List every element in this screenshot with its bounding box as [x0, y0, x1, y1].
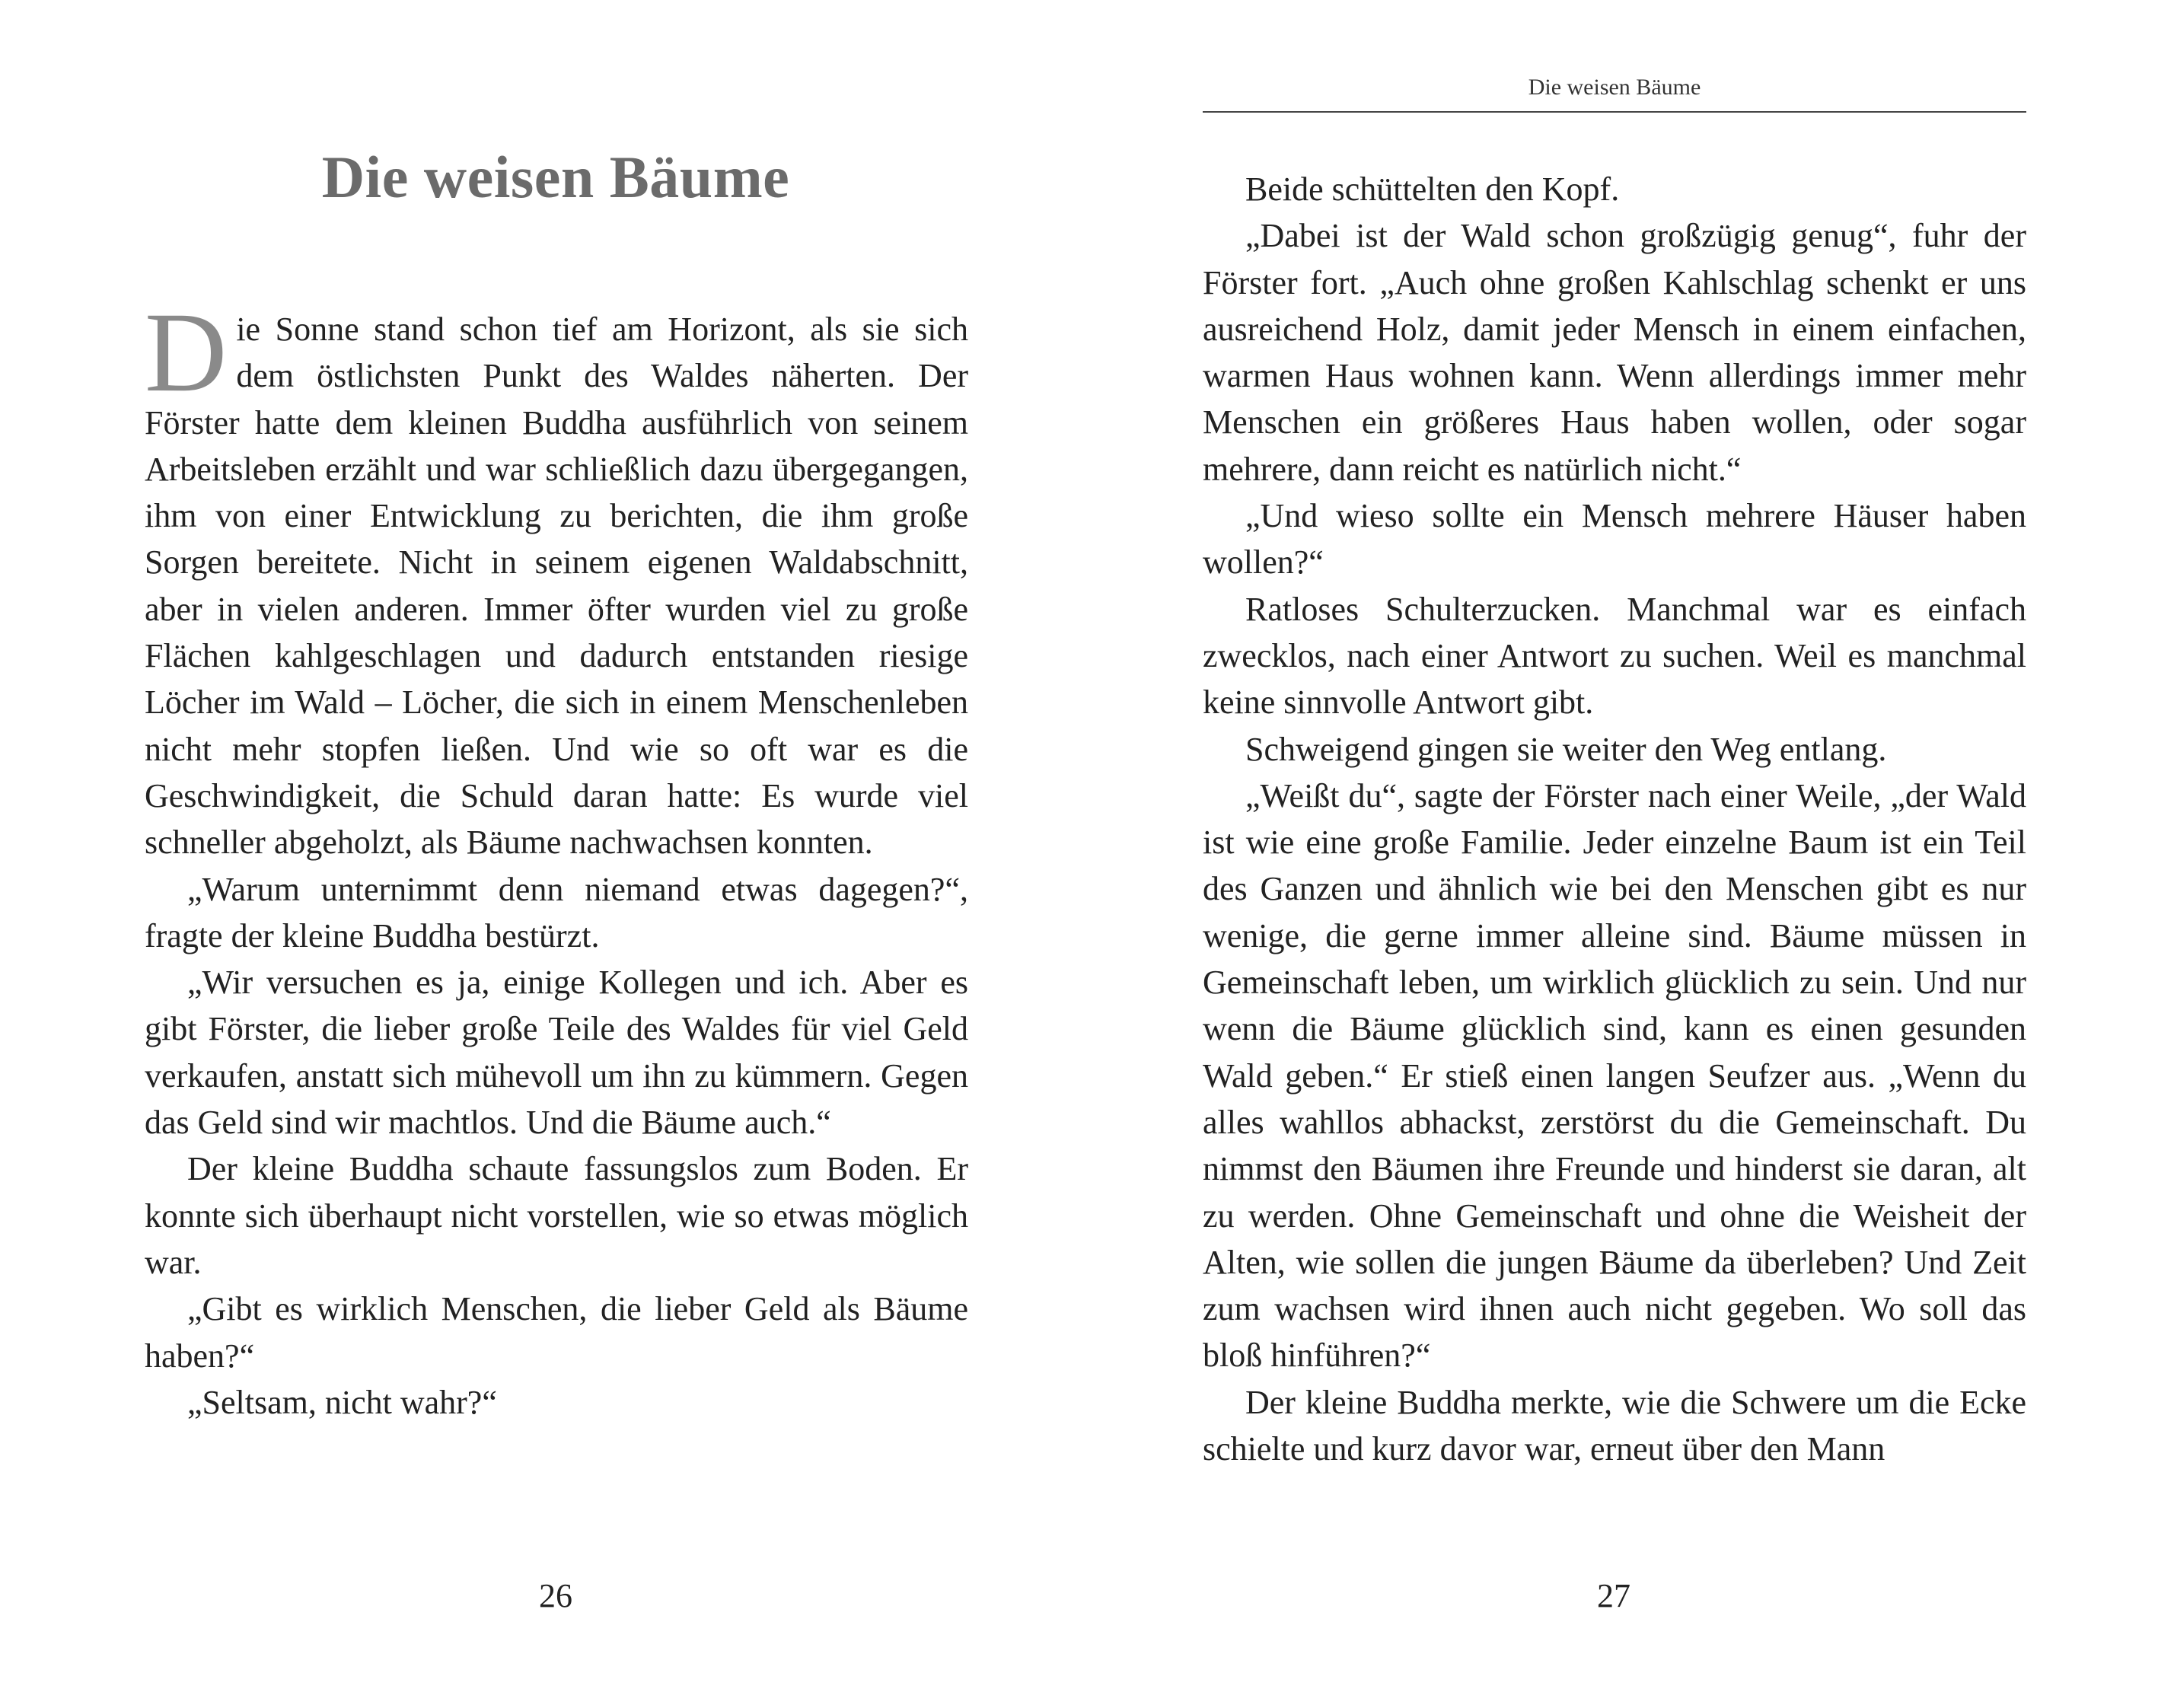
left-page-text — [145, 289, 968, 1426]
paragraph: „Weißt du“, sagte der Förster nach einer Weile, „der Wald ist wie eine große Familie. Jeder einzelne Baum ist ein Teil des Ganzen und ähnlich wie bei den Menschen gibt es nur wenige, die gerne immer alleine sind. Bäume müssen in Gemeinschaft leben, um wirklich glücklich zu sein. Und nur wenn die Bäume glücklich sind, kann es einen gesunden Wald geben.“ Er stieß einen langen Seufzer aus. „Wenn du alles wahllos abhackst, zerstörst du die Gemeinschaft. Du nimmst den Bäumen ihre Freunde und hinderst sie daran, alt zu werden. Ohne Gemeinschaft und ohne die Weisheit der Alten, wie sollen die jungen Bäume da überleben? Und Zeit zum wachsen wird ihnen auch nicht gegeben. Wo soll das bloß hinführen?“ — [1203, 776, 2026, 1375]
paragraph: „Gibt es wirklich Menschen, die lieber Geld als Bäume haben?“ — [145, 1290, 968, 1375]
paragraph: „Seltsam, nicht wahr?“ — [187, 1383, 497, 1421]
paragraph: „Dabei ist der Wald schon großzügig genug“, fuhr der Förster fort. „Auch ohne großen Kahlschlag schenkt er uns ausreichend Holz, damit jeder Mensch in einem einfachen, warmen Haus wohnen kann. Wenn allerdings immer mehr Menschen ein größeres Haus haben wollen, oder sogar mehrere, dann reicht es natürlich nicht.“ — [1203, 217, 2026, 488]
paragraph: „Warum unternimmt denn niemand etwas dagegen?“, fragte der kleine Buddha bestürzt. — [145, 870, 968, 954]
page-number-left: 26 — [539, 1577, 572, 1614]
page-number-right: 27 — [1597, 1577, 1630, 1614]
paragraph: Ratloses Schulterzucken. Manchmal war es einfach zwecklos, nach einer Antwort zu suchen. Weil es manchmal keine sinnvolle Antwort gibt. — [1203, 590, 2026, 722]
running-head-rule — [1203, 111, 2026, 113]
running-head: Die weisen Bäume — [1528, 75, 1701, 100]
chapter-title: Die weisen Bäume — [321, 144, 790, 210]
drop-cap: D — [145, 289, 228, 416]
paragraph: Beide schüttelten den Kopf. — [1245, 170, 1620, 208]
paragraph: Schweigend gingen sie weiter den Weg entlang. — [1245, 730, 1887, 768]
first-paragraph-text: ie Sonne stand schon tief am Horizont, als sie sich dem östlichsten Punkt des Waldes näherten. Der Förster hatte dem kleinen Buddha ausführlich von seinem Arbeitsleben erzählt und war schließlich dazu übergegangen, ihm von einer Entwicklung zu berichten, die ihm große Sorgen bereitete. Nicht in seinem eigenen Waldabschnitt, aber in vielen anderen. Immer öfter wurden viel zu große Flächen kahlgeschlagen und dadurch entstanden riesige Löcher im Wald – Löcher, die sich in einem Menschenleben nicht mehr stopfen ließen. Und wie so oft war es die Geschwindigkeit, die Schuld daran hatte: Es wurde viel schneller abgeholzt, als Bäume nachwachsen konnten. — [145, 311, 968, 862]
paragraph: „Und wieso sollte ein Mensch mehrere Häuser haben wollen?“ — [1203, 497, 2026, 582]
right-page-text — [1203, 166, 2026, 1472]
paragraph: „Wir versuchen es ja, einige Kollegen und ich. Aber es gibt Förster, die lieber große Teile des Waldes für viel Geld verkaufen, anstatt sich mühevoll um ihn zu kümmern. Gegen das Geld sind wir machtlos. Und die Bäume auch.“ — [145, 964, 968, 1142]
paragraph: Der kleine Buddha schaute fassungslos zum Boden. Er konnte sich überhaupt nicht vorstellen, wie so etwas möglich war. — [145, 1150, 968, 1281]
paragraph: Der kleine Buddha merkte, wie die Schwere um die Ecke schielte und kurz davor war, erneut über den Mann — [1203, 1383, 2026, 1468]
paragraph — [145, 289, 968, 866]
